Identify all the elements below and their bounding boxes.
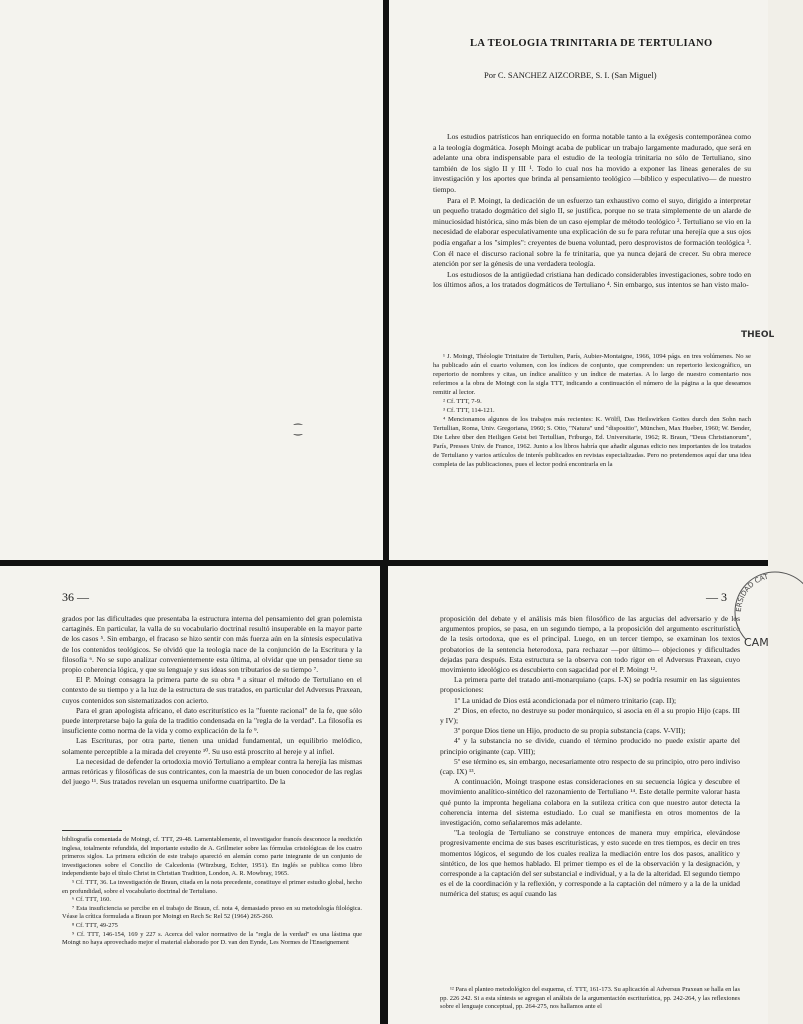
body-text bbox=[62, 614, 362, 787]
footnote: ² Cf. TTT, 7-9. bbox=[443, 398, 482, 405]
paragraph: "La teología de Tertuliano se construye entonces de manera muy empírica, elevándose progresivamente encima de sus bases escriturísticas, y esto sucede en tres tiempos, es decir en tres momentos lógicos, el segundo de los cuales realiza la mediación entre los dos pasos, analítico y sintético, de los que hemos hablado. El primer tiempo es el de la observación y la designación, y corresponde a la captación del ser substancial e individual, y a la de la alteridad. El segundo tiempo es el de la coordinación y la reflexión, y corresponde a la captación del número y a la de la unidad numérica del status; es aquí cuando las bbox=[440, 828, 740, 899]
page-top-right bbox=[389, 0, 775, 560]
footnotes bbox=[440, 986, 740, 1012]
page-bottom-left bbox=[0, 566, 380, 1024]
paragraph: La primera parte del tratado anti-monarquiano (caps. I-X) se podría resumir en las siguientes proposiciones: bbox=[440, 675, 740, 695]
scan-speck: ⁐ bbox=[294, 425, 303, 436]
body-text bbox=[440, 614, 740, 900]
page-top-left bbox=[0, 0, 383, 560]
body-text bbox=[433, 132, 751, 291]
seal-text: CAM bbox=[744, 636, 769, 649]
seal-arc-text: ERSIDAD CAT bbox=[734, 572, 770, 613]
page-number: 36 — bbox=[62, 590, 89, 604]
paragraph: 2º Dios, en efecto, no destruye su poder monárquico, si asocia en él a su propio Hijo (caps. III y IV); bbox=[440, 705, 740, 726]
footnote: ⁴ Mencionamos algunos de los trabajos más recientes: K. Wölfl, Das Heilswirken Gottes durch den Sohn nach Tertullian, Roma, Univ. Gregoriana, 1960; S. Otto, "Natura" und "dispositio", München, Max Hueber, 1960; W. Bender, Die Lehre über den Heiligen Geist bei Tertullian, Friburgo, Ed. Universitarie, 1962; R. Braun, "Deus Christianorum", París, Presses Univ. de France, 1962. Junto a los libros habría que añadir algunas edicio nes importantes de los tratados de Tertuliano y varios artículos de interés publicados en revistas especializadas. Pero no pretendemos aquí dar una idea completa de las publicaciones, pues el lector podrá encontrarla en la bbox=[433, 416, 751, 468]
footnote: ⁷ Esta insuficiencia se percibe en el trabajo de Braun, cf. nota 4, demasiado preso en su metodología filológica. Véase la crítica formulada a Braun por Moingt en Rech Sc Rel 52 (1964) 265-260. bbox=[62, 904, 362, 921]
library-seal-icon bbox=[723, 560, 803, 640]
gutter-divider bbox=[380, 566, 388, 1024]
page-number: — 3 bbox=[706, 590, 727, 604]
footnote: ⁵ Cf. TTT, 36. La investigación de Braun, citada en la nota precedente, constituye el primer estudio global, hecho en profundidad, sobre el vocabulario doctrinal de Tertuliano. bbox=[62, 878, 362, 895]
footnote: bibliografía comentada de Moingt, cf. TTT, 29-48. Lamentablemente, el investigador francés desconoce la reedición inglesa, totalmente refundida, del importante estudio de A. Grillmeier sobre las fórmulas cristológicas de los cuatro primeros siglos. La primera edición de este trabajo apareció en alemán como parte integrante de un conjunto de investigaciones sobre el Concilio de Calcedonia (Würzburg, Echter, 1951). En inglés se publica como libro independiente bajo el título Christ in Christian Tradition, London, A. R. Mowbray, 1965. bbox=[62, 836, 362, 878]
paragraph: 1º La unidad de Dios está acondicionada por el número trinitario (cap. II); bbox=[454, 695, 677, 705]
paragraph: La necesidad de defender la ortodoxia movió Tertuliano a emplear contra la herejía las mismas armas retóricas y filosóficas de sus contricantes, con la maestría de un buen conocedor de las reglas del juego ¹¹. Sus tratados revelan un esquema uniforme cuatripartito. De la bbox=[62, 756, 362, 787]
paragraph: Para el gran apologista africano, el dato escriturístico es la "fuente racional" de la fe, que sólo puede interpretarse bajo la guía de la traditio condensada en la "regla de la verdad". La filosofía es insuficiente como norma de la vida y como explicación de la fe ⁹. bbox=[62, 705, 362, 736]
footnotes bbox=[62, 836, 362, 948]
paragraph: proposición del debate y el análisis más bien filosófico de las argucias del adversario y de los argumentos propios, se pasa, en un segundo tiempo, a la proposición del argumento escriturístico de la tesis ortodoxa, que es el principal. Luego, en un tercer tiempo, se examinan los textos probatorios de la sentencia heterodoxa, para rechazar —por último— objeciones y dificultades dejadas para después. Esta estructura se la observa con todo rigor en el Adversus Praxean, cuyo movimiento ideológico es descubierto con sagacidad por el P. Moingt ¹². bbox=[440, 614, 740, 675]
margin-stamp-text: THEOL bbox=[741, 330, 775, 340]
footnotes bbox=[433, 352, 751, 469]
paragraph: Las Escrituras, por otra parte, tienen una unidad fundamental, un equilibrio melódico, solamente perceptible a la mirada del creyente ¹⁰. Su uso está proscrito al hereje y al infiel. bbox=[62, 736, 362, 756]
paragraph: 5º ese término es, sin embargo, necesariamente otro respecto de su principio, otro pero indiviso (cap. IX) ¹³. bbox=[440, 756, 740, 777]
article-author: Por C. SANCHEZ AIZCORBE, S. I. (San Miguel) bbox=[484, 70, 657, 80]
paragraph: El P. Moingt consagra la primera parte de su obra ⁸ a situar el método de Tertuliano en el contexto de su tiempo y a la luz de la estructura de sus tratados, en particular del Adversus Praxean, cuyos contenidos son sistematizados con acierto. bbox=[62, 675, 362, 705]
paragraph: Los estudiosos de la antigüedad cristiana han dedicado considerables investigaciones, sobre todo en los últimos años, a los tratados dogmáticos de Tertuliano ⁴. Sin embargo, sus intentos se han visto malo- bbox=[433, 269, 751, 290]
gutter-divider bbox=[383, 0, 389, 560]
paragraph: Los estudios patrísticos han enriquecido en forma notable tanto a la exégesis contemporánea como a la teología dogmática. Joseph Moingt acaba de publicar un trabajo largamente madurado, que será en adelante una obra indispensable para el estudio de la teología trinitaria no sólo de Tertuliano, sino también de los siglo II y III ¹. Todo lo cual nos ha movido a exponer las líneas generales de su investigación y los aportes que brinda al pensamiento teológico —bíblico y especulativo— de nuestro tiempo. bbox=[433, 132, 751, 194]
footnote: ⁹ Cf. TTT, 146-154, 169 y 227 s. Acerca del valor normativo de la "regla de la verdad" es una lástima que Moingt no haya aprovechado mejor el material elaborado por D. van den Eynde, Les Normes de l'Enseignement bbox=[62, 930, 362, 947]
footnote-rule bbox=[62, 830, 122, 831]
article-title: LA TEOLOGIA TRINITARIA DE TERTULIANO bbox=[470, 38, 713, 49]
paragraph: Para el P. Moingt, la dedicación de un esfuerzo tan exhaustivo como el suyo, dirigido a interpretar un pequeño tratado dogmático del siglo II, se justifica, porque no se trata simplemente de un alarde de minuciosidad histórica, sino más bien de un caso ejemplar de método teológico ². Tertuliano se vio en la necesidad de elaborar especulativamente una explicación de su fe para refutar una herejía que a sus ojos podía engañar a los "simples": creyentes de buena voluntad, pero desprovistos de formación teológica ³. Con él nace el discurso racional sobre la fe trinitaria, que ya nunca dejará de crecer. Su obra merece atención por ser la génesis de una verdadera teología. bbox=[433, 195, 751, 269]
paragraph: 3º porque Dios tiene un Hijo, producto de su propia substancia (caps. V-VII); bbox=[454, 726, 686, 736]
paragraph: A continuación, Moingt traspone estas consideraciones en su secuencia lógica y descubre el movimiento analítico-sintético del razonamiento de Tertuliano ¹⁴. Este detalle permite valorar hasta qué punto la impronta hegeliana colabora en la sutileza crítica con que nuestro autor detecta la coherencia interna del sistema estudiado. Lo cual se manifiesta en otros momentos de la investigación, como señalaremos más adelante. bbox=[440, 777, 740, 828]
footnote: ³ Cf. TTT, 114-121. bbox=[443, 407, 495, 414]
footnote: ¹ J. Moingt, Théologie Trinitaire de Tertulien, París, Aubier-Montaigne, 1966, 1094 págs. en tres volúmenes. No se ha publicado aún el cuarto volumen, con los índices de conjunto, que comprenden: un repertorio lexicográfico, un repertorio de nombres y citas, un índice analítico y un índice de materias. A lo largo de nuestro comentario nos referimos a la obra de Moingt con la sigla TTT, indicando a continuación el número de la página a la que deseamos remitir al lector. bbox=[433, 353, 751, 396]
page-bottom-right bbox=[388, 566, 768, 1024]
footnote: ⁸ Cf. TTT, 49-275 bbox=[72, 921, 118, 929]
paragraph: 4º y la substancia no se divide, cuando el término producido no puede existir aparte del principio originante (cap. VIII); bbox=[440, 736, 740, 756]
paragraph: grados por las dificultades que presentaba la estructura interna del pensamiento del gran polemista cartaginés. En particular, la valla de su vocabulario doctrinal resultó insuperable en la mayor parte de los casos ⁵. Sin embargo, el fracaso se hizo sentir con más fuerza aún en la síntesis especulativa de los contenidos teológicos. Se olvidó que la teología nace de la conjunción de la Escritura y la filosofía ⁶. No se supo analizar convenientemente esta última, al olvidar que un pensador tiene su propio coherencia lógica, y que su lenguaje y sus ideas son tributarios de su tiempo ⁷. bbox=[62, 614, 362, 675]
footnote: ¹² Para el planteo metodológico del esquema, cf. TTT, 161-173. Su aplicación al Adversus Praxean se halla en las pp. 226 242. Si a esta síntesis se agregan el análisis de la argumentación escriturística, pp. 242-264, y las reflexiones sobre el lenguaje conceptual, pp. 264-275, nos hallamos ante el bbox=[440, 986, 740, 1011]
footnote: ⁶ Cf. TTT, 160. bbox=[72, 896, 111, 904]
